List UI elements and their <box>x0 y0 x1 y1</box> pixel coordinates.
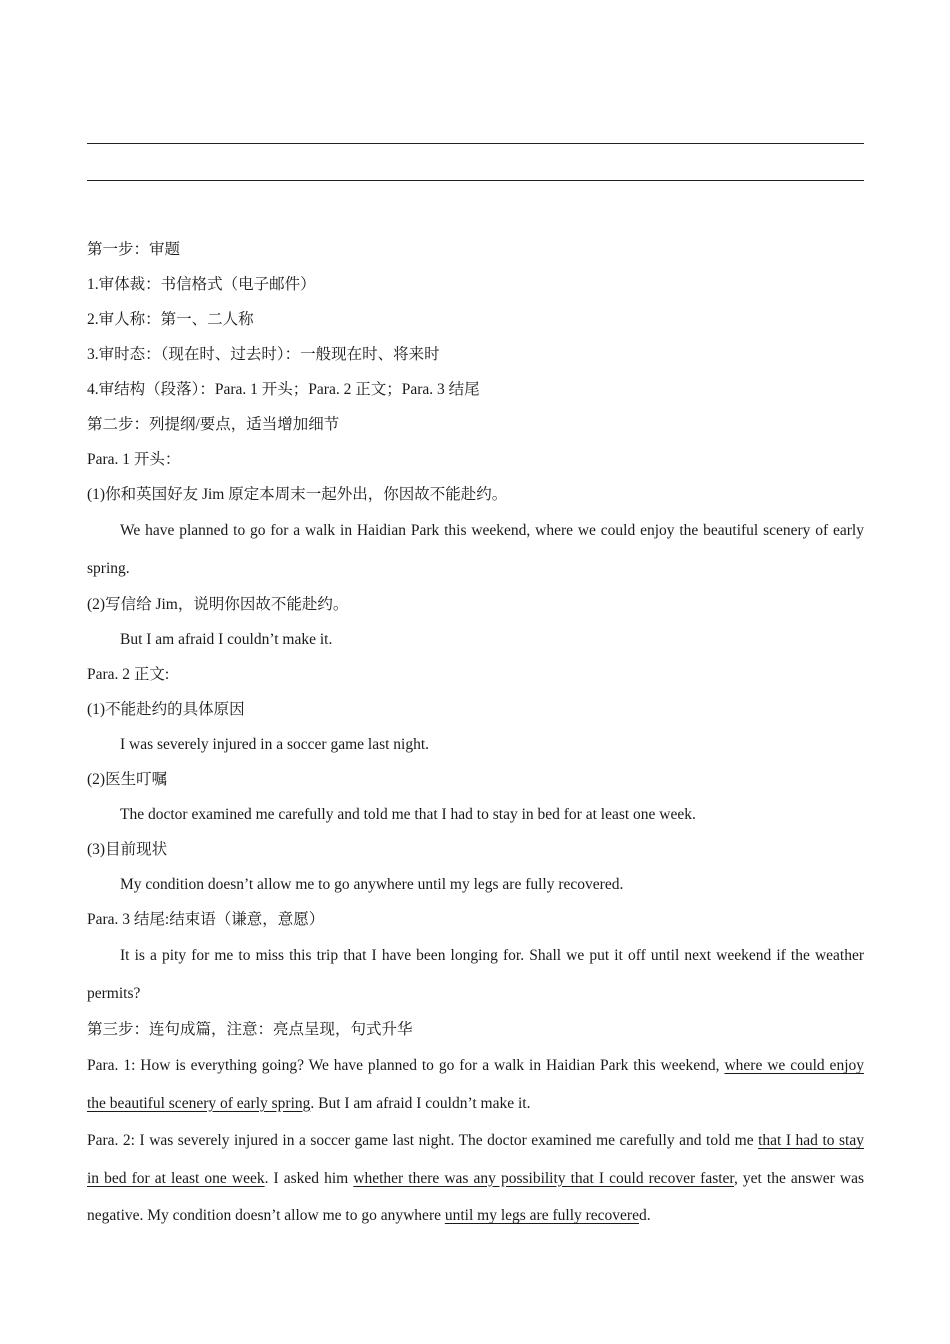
step2-para2-point1-en: I was severely injured in a soccer game last night. <box>120 736 430 753</box>
step3-para2-text-c: , yet the answer was negative. My condition doesn’t allow me to go anywhere <box>87 1169 864 1224</box>
step1-title: 第一步：审题 <box>87 241 181 258</box>
step3-para2-text-d: d. <box>638 1207 651 1224</box>
step3-para1-text-a: Para. 1: How is everything going? We have planned to go for a walk in Haidian Park this weekend, <box>87 1057 725 1074</box>
step2-para2-point2-cn: (2)医生叮嘱 <box>87 771 168 788</box>
step3-para2 <box>87 1122 864 1235</box>
step2-para1-point1-cn: (1)你和英国好友 Jim 原定本周末一起外出，你因故不能赴约。 <box>87 486 508 503</box>
step2-para1-point2-en: But I am afraid I couldn’t make it. <box>120 631 333 648</box>
step2-para1-point1-en: We have planned to go for a walk in Haidian Park this weekend, where we could enjoy the beautiful scenery of early spring. <box>87 522 864 577</box>
step3-para1-text-b: . But I am afraid I couldn’t make it. <box>310 1094 531 1112</box>
step2-title: 第二步：列提纲/要点，适当增加细节 <box>87 416 340 433</box>
step2-para2-point1-cn: (1)不能赴约的具体原因 <box>87 701 245 718</box>
step3-para2-highlight-3: until my legs are fully recovere <box>444 1207 639 1224</box>
step3-para2-text-b: . I asked him <box>264 1169 354 1187</box>
step2-para2-heading: Para. 2 正文: <box>87 666 170 683</box>
step3-para2-text-a: Para. 2: I was severely injured in a soccer game last night. The doctor examined me carefully and told me <box>87 1132 759 1149</box>
step2-para1-point2-cn: (2)写信给 Jim，说明你因故不能赴约。 <box>87 596 349 613</box>
step1-item-genre: 1.审体裁：书信格式（电子邮件） <box>87 276 316 293</box>
step2-para2-point3-en: My condition doesn’t allow me to go anywhere until my legs are fully recovered. <box>120 876 624 893</box>
document-body <box>87 232 864 1235</box>
answer-line-1 <box>87 143 864 144</box>
step3-para2-highlight-1: that I had to stay in bed for at least one week <box>87 1132 864 1187</box>
step2-para2-point2-en: The doctor examined me carefully and told me that I had to stay in bed for at least one week. <box>120 806 696 823</box>
step3-para1 <box>87 1047 864 1122</box>
step1-item-structure: 4.审结构（段落）：Para. 1 开头；Para. 2 正文；Para. 3 结尾 <box>87 381 480 398</box>
step1-item-tense: 3.审时态：（现在时、过去时）：一般现在时、将来时 <box>87 346 440 363</box>
step3-para1-highlight-1: where we could enjoy the beautiful scenery of early spring <box>87 1057 864 1112</box>
step2-para1-heading: Para. 1 开头： <box>87 451 181 468</box>
step3-para2-highlight-2: whether there was any possibility that I could recover faster <box>353 1169 734 1187</box>
step2-para3-heading: Para. 3 结尾:结束语（谦意，意愿） <box>87 911 325 928</box>
step2-para2-point3-cn: (3)目前现状 <box>87 841 168 858</box>
answer-line-2 <box>87 180 864 181</box>
step3-title: 第三步：连句成篇，注意：亮点呈现，句式升华 <box>87 1021 413 1038</box>
step1-item-person: 2.审人称：第一、二人称 <box>87 311 254 328</box>
step2-para3-point-en: It is a pity for me to miss this trip that I have been longing for. Shall we put it off until next weekend if the weather permits? <box>87 947 864 1002</box>
